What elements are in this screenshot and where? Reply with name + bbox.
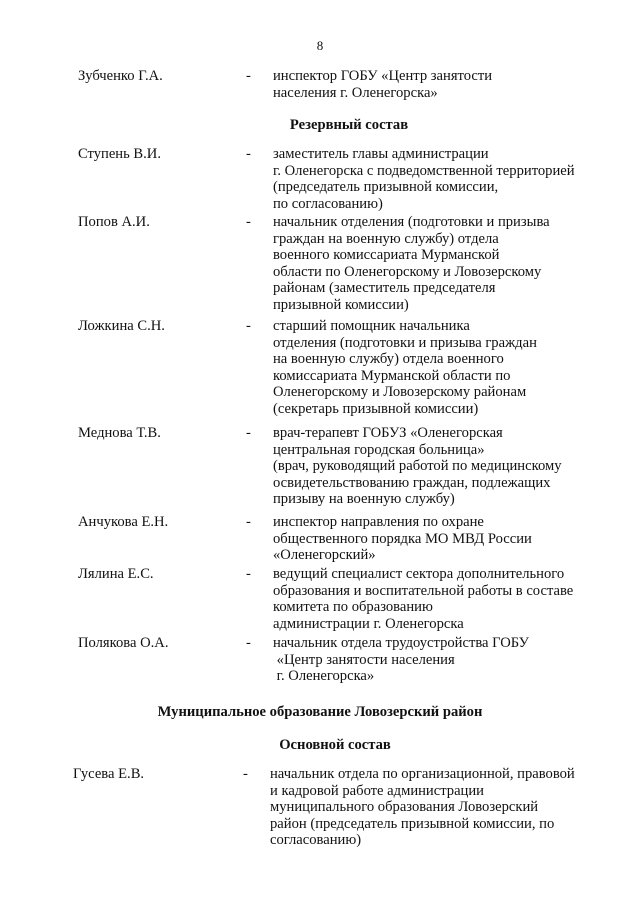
position-line: призывной комиссии) [273,296,409,313]
position-line: г. Оленегорска с подведомственной территорией [273,162,575,179]
member-position [273,318,633,418]
position-line: призыву на военную службу) [273,491,455,508]
position-line: администрации г. Оленегорска [273,615,464,632]
position-line: Оленегорскому и Ловозерскому районам [273,384,527,401]
position-line: по согласованию) [273,195,383,212]
position-line: старший помощник начальника [273,318,470,334]
member-name: Анчукова Е.Н. [78,514,169,530]
member-dash: - [246,635,251,651]
page-number: 8 [316,38,324,53]
member-name: Ложкина С.Н. [78,318,165,334]
member-position [273,635,633,685]
member-dash: - [246,318,251,334]
position-line: врач-терапевт ГОБУЗ «Оленегорская [273,425,503,441]
position-line: «Центр занятости населения [273,651,455,668]
member-position [273,425,633,508]
position-line: район (председатель призывной комиссии, по [270,815,555,832]
member-name: Ступень В.И. [78,146,161,162]
member-position [273,146,633,212]
member-dash: - [246,214,251,230]
member-name: Меднова Т.В. [78,425,161,441]
member-name: Лялина Е.С. [78,566,154,582]
member-position [273,566,633,632]
member-position [273,514,633,564]
member-position [270,766,630,849]
member-name: Полякова О.А. [78,635,169,651]
position-line: (секретарь призывной комиссии) [273,400,479,417]
position-line: г. Оленегорска» [273,668,375,685]
position-line: начальник отделения (подготовки и призыва [273,214,550,230]
position-line: области по Оленегорскому и Ловозерскому [273,263,542,280]
position-line: освидетельствованию граждан, подлежащих [273,474,551,491]
position-line: начальник отдела трудоустройства ГОБУ [273,635,529,651]
position-line: центральная городская больница» [273,441,485,458]
position-line: военного комиссариата Мурманской [273,247,500,264]
member-dash: - [246,68,251,84]
position-line: отделения (подготовки и призыва граждан [273,334,537,351]
position-line: и кадровой работе администрации [270,782,484,799]
member-position [273,214,633,314]
position-line: (председатель призывной комиссии, [273,179,499,196]
member-position [273,68,633,101]
member-name: Гусева Е.В. [73,766,145,782]
position-line: муниципального образования Ловозерский [270,799,539,816]
position-line: районам (заместитель председателя [273,280,496,297]
member-name: Зубченко Г.А. [78,68,163,84]
position-line: согласованию) [270,832,362,849]
section-heading-reserve: Резервный состав [289,117,409,133]
position-line: ведущий специалист сектора дополнительного [273,566,565,582]
position-line: комиссариата Мурманской области по [273,367,511,384]
position-line: «Оленегорский» [273,547,376,564]
position-line: населения г. Оленегорска» [273,84,438,101]
member-name: Попов А.И. [78,214,150,230]
position-line: инспектор направления по охране [273,514,484,530]
section-heading-main: Основной состав [279,737,391,753]
member-dash: - [243,766,248,782]
section-heading-municipality: Муниципальное образование Ловозерский район [157,704,483,720]
position-line: образования и воспитательной работы в составе [273,582,574,599]
position-line: общественного порядка МО МВД России [273,530,532,547]
member-dash: - [246,146,251,162]
member-dash: - [246,514,251,530]
position-line: инспектор ГОБУ «Центр занятости [273,68,493,84]
position-line: (врач, руководящий работой по медицинскому [273,458,562,475]
position-line: на военную службу) отдела военного [273,351,504,368]
position-line: граждан на военную службу) отдела [273,230,499,247]
position-line: комитета по образованию [273,599,433,616]
member-dash: - [246,425,251,441]
member-dash: - [246,566,251,582]
position-line: заместитель главы администрации [273,146,489,162]
position-line: начальник отдела по организационной, правовой [270,766,575,782]
